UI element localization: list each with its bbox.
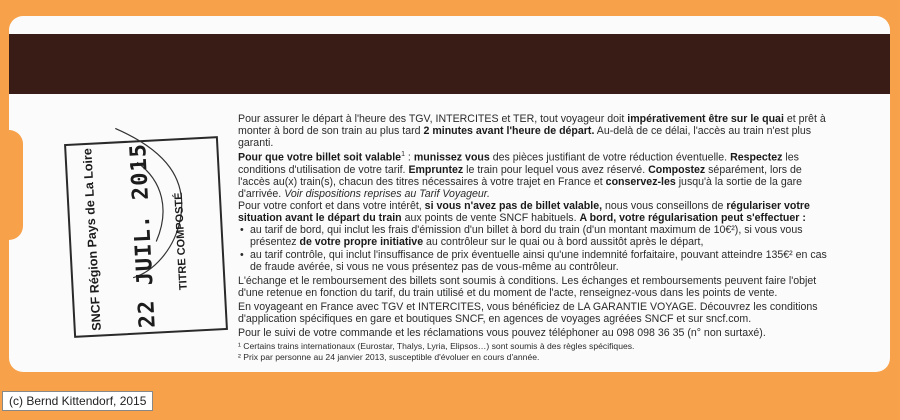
stamp-titre: TITRE COMPOSTÉ: [172, 192, 190, 291]
conditions-text: [238, 113, 828, 362]
regularisation-list: [238, 224, 828, 272]
validation-stamp: [64, 136, 228, 338]
magnetic-stripe: [9, 34, 890, 94]
validity-paragraph: Pour que votre billet soit valable$^1$ : munissez vous des pièces justifiant de votre réduction éventuelle. Respectez les conditions d'utilisation de votre tarif. Empruntez le train pour lequel vous avez réservé. Compostez séparément, lors de l'accès au(x) train(s), chacun des titres nécessaires à votre trajet en France et conservez-les jusqu'à la sortie de la gare d'arrivée. Voir dispositions reprises au Tarif Voyageur.: [238, 151, 803, 201]
regularisation-paragraph: Pour votre confort et dans votre intérêt, si vous n'avez pas de billet valable, nous vous conseillons de régulariser votre situation avant le départ du train aux points de vente SNCF habituels. A bord, votre régularisation peut s'effectuer :: [238, 200, 810, 225]
stamp-region: SNCF Région Pays de La Loire: [80, 147, 104, 332]
footnote-2: ² Prix par personne au 24 janvier 2013, susceptible d'évoluer en cours d'année.: [238, 351, 540, 362]
exchange-paragraph: L'échange et le remboursement des billets sont soumis à conditions. Les échanges et remboursements peuvent faire l'objet d'une retenue en fonction du tarif, du train utilisé et du moment de l'acte, renseignez-vous dans les points de vente.: [238, 274, 817, 299]
phone-paragraph: Pour le suivi de votre commande et les réclamations vous pouvez téléphoner au 098 098 36 35 (n° non surtaxé).: [238, 327, 766, 340]
photo-credit: (c) Bernd Kittendorf, 2015: [2, 391, 153, 411]
stamp-date: 22 JUIL. 2015: [126, 142, 161, 329]
list-item: • au tarif de bord, qui inclut les frais d'émission d'un billet à bord du train (d'un montant maximum de 10€²), si vous vous présentez de votre propre initiative au contrôleur sur le quai ou à bord aussitôt après le départ,: [250, 224, 828, 248]
list-item: • au tarif contrôle, qui inclut l'insuffisance de prix éventuelle ainsi qu'une indemnité forfaitaire, pouvant atteindre 135€² en cas de fraude avérée, si vous ne vous présentez pas de vous-même au contrôleur.: [250, 249, 828, 273]
ticket: [9, 16, 890, 372]
footnote-1: ¹ Certains trains internationaux (Eurostar, Thalys, Lyria, Elipsos…) sont soumis à des règles spécifiques.: [238, 341, 635, 352]
guarantee-paragraph: En voyageant en France avec TGV et INTERCITES, vous bénéficiez de LA GARANTIE VOYAGE. Découvrez les conditions d'application spécifiques en gare et boutiques SNCF, en agences de voyages agréées SNCF et sur sncf.com.: [238, 300, 818, 326]
ticket-notch: [9, 130, 23, 240]
departure-paragraph: Pour assurer le départ à l'heure des TGV, INTERCITES et TER, tout voyageur doit impérativement être sur le quai et prêt à monter à bord de son train au plus tard 2 minutes avant l'heure de départ. Au-delà de ce délai, l'accès au train n'est plus garanti.: [238, 113, 826, 150]
